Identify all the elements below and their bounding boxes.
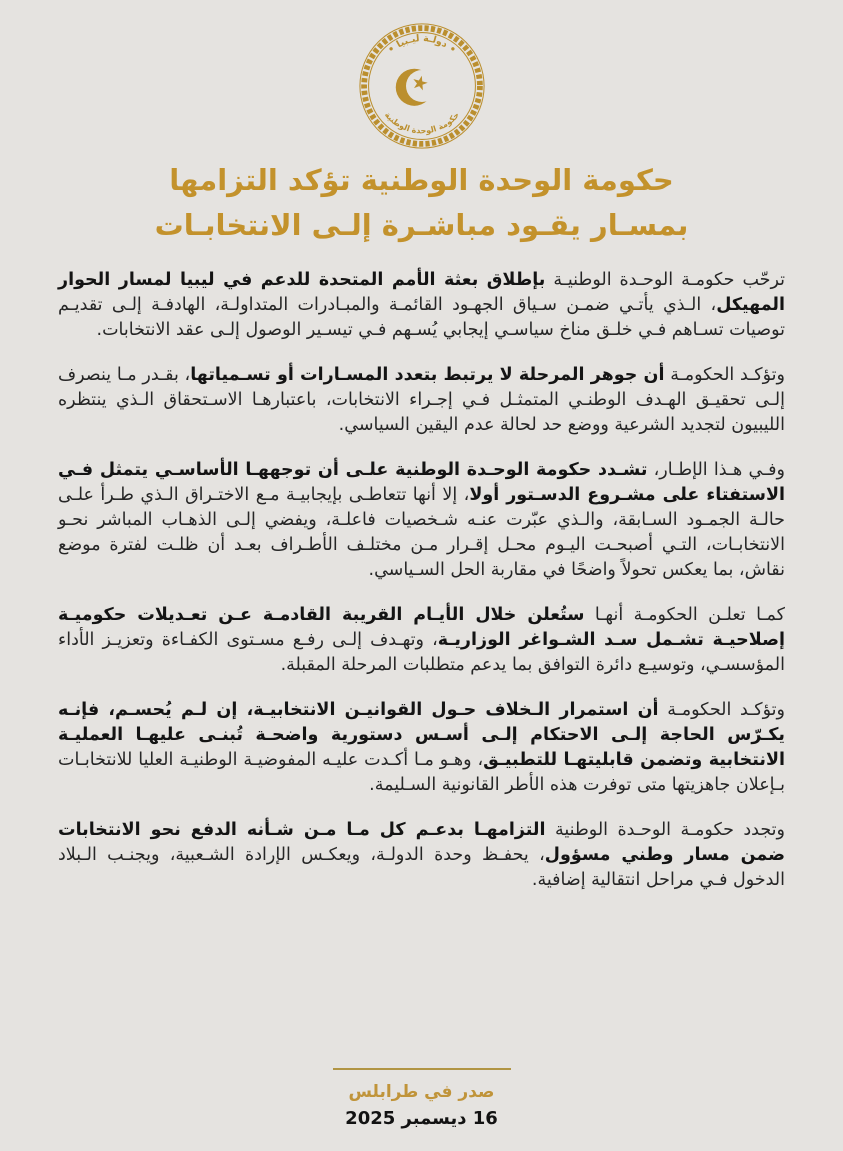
- paragraph-2-lead: وتؤكـد الحكومـة: [664, 364, 785, 385]
- paragraph-3-emphasis: تشـدد حكومة الوحـدة الوطنية علـى أن توجههـا الأساسـي يتمثل فـي الاستفتاء على مشـروع الدسـتور أولا: [58, 459, 786, 505]
- paragraph-6-emphasis: التزامهـا بدعـم كل مـا مـن شـأنه الدفع نحو الانتخابات ضمن مسار وطني مسؤول: [58, 819, 785, 865]
- paragraph-5-emphasis: أن استمرار الـخلاف حـول القوانيـن الانتخابيـة، إن لـم يُحسـم، فإنـه يكـرّس الحاجة إلـى الاحتكام إلـى أسـس دستورية واضحـة تُبنـى عليهـا العمليـة الانتخابية وتضمن قابليتهـا للتطبيـق: [58, 699, 786, 770]
- paragraph-2: [58, 363, 785, 438]
- paragraph-4: [58, 603, 785, 678]
- paragraph-6-lead: وتجدد حكومـة الوحـدة الوطنية: [545, 819, 785, 840]
- seal-top-text: • دولـة ليـبيا •: [385, 33, 458, 56]
- masthead: [58, 22, 785, 252]
- footer-divider: [333, 1068, 511, 1070]
- paragraph-5: [58, 698, 785, 798]
- paragraph-3: [58, 458, 785, 583]
- paragraph-6: [58, 818, 785, 893]
- paragraph-2-emphasis: أن جوهر المرحلة لا يرتبط بتعدد المسـارات أو تسـمياتها: [190, 364, 665, 385]
- footer: [58, 1068, 785, 1135]
- issued-location: صدر في طرابلس: [348, 1082, 495, 1102]
- paragraph-1: [58, 268, 785, 343]
- issued-date: 16 ديسمبر 2025: [345, 1108, 498, 1129]
- page-title: [58, 158, 785, 248]
- paragraph-3-lead: وفـي هـذا الإطـار،: [647, 459, 785, 480]
- title-line-1: حكومة الوحدة الوطنية تؤكد التزامها: [169, 163, 674, 197]
- paragraph-4-rest: ، وتهـدف إلـى رفـع مسـتوى الكفـاءة وتعزيـز الأداء المؤسسـي، وتوسيـع دائرة التوافق بما يدعم متطلبات المرحلة المقبلة.: [58, 629, 785, 675]
- paragraph-3-rest: ، إلا أنها تتعاطـى بإيجابيـة مـع الاختـراق الـذي طـرأ علـى حالـة الجمـود السـابقة، والـذي عبّرت عنـه شـخصيات فاعلـة، ويفضي إلـى الذهـاب المباشر نحـو الانتخابـات، التـي أصبحـت اليـوم محـل إقـرار مـن مختلـف الأطـراف بعـد أن ظلـت لفترة موضع نقاش، بما يعكس تحولاً واضحًا في مقاربة الحل السـياسي.: [58, 484, 785, 580]
- paragraph-6-rest: ، يحفـظ وحدة الدولـة، ويعكـس الإرادة الشـعبية، ويجنـب الـبلاد الدخول فـي مراحل انتقالية إضافية.: [58, 844, 785, 890]
- logo-container: [58, 22, 785, 150]
- paragraph-1-rest: ، الـذي يأتـي ضمـن سـياق الجهـود القائمـة والمبـادرات المتداولـة، الهادفـة إلـى تقديـم توصيات تسـاهم فـي خلـق مناخ سياسـي إيجابي يُسـهم فـي تيسـير الوصول إلـى عقد الانتخابات.: [58, 294, 785, 340]
- paragraph-2-rest: ، بقـدر مـا ينصرف إلـى تحقيـق الهـدف الوطنـي المتمثـل فـي إجـراء الانتخابات، باعتبارهـا الاسـتحقاق الـذي ينتظره الليبيون لتجديد الشرعية ووضع حد لحالة عدم اليقين السياسي.: [58, 364, 785, 435]
- paragraph-5-rest: ، وهـو مـا أكـدت عليـه المفوضيـة الوطنيـة العليا للانتخابـات بـإعلان جاهزيتها متى توفرت هذه الأطر القانونية السـليمة.: [58, 749, 785, 795]
- paragraph-4-emphasis: ستُعلن خلال الأيـام القريبة القادمـة عـن تعـديلات حكوميـة إصلاحيـة تشـمل سـد الشـواغر الوزاريـة: [58, 604, 785, 650]
- seal-bottom-text: حكومة الوحدة الوطنية: [382, 110, 461, 136]
- government-seal-logo: [358, 22, 486, 150]
- title-line-2: بمسـار يقـود مباشـرة إلـى الانتخابـات: [154, 207, 689, 242]
- paragraph-5-lead: وتؤكـد الحكومـة: [658, 699, 785, 720]
- statement-body: [58, 268, 785, 913]
- paragraph-1-lead: ترحّب حكومـة الوحـدة الوطنيـة: [545, 269, 786, 290]
- star-icon: ★: [408, 69, 431, 97]
- paragraph-1-emphasis: بإطلاق بعثة الأمم المتحدة للدعم في ليبيا لمسار الحوار المهيكل: [58, 269, 785, 315]
- paragraph-4-lead: كمـا تعلـن الحكومـة أنهـا: [584, 604, 785, 625]
